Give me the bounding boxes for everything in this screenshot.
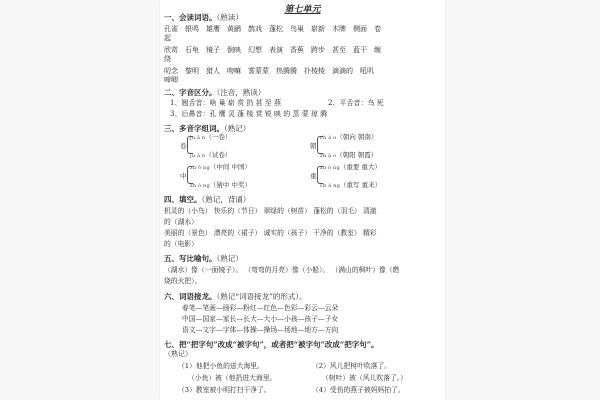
tone-line-1b: 2、平舌音：鸟 死 xyxy=(328,99,384,107)
word-line-2-cont: 绕 xyxy=(164,55,171,63)
pinyin: ch á o xyxy=(320,135,337,141)
polyphone-chao-char: 朝 xyxy=(310,142,317,150)
vocab-word: 香蕉 xyxy=(290,46,304,54)
vocab-word: 崭新 xyxy=(311,25,325,33)
example-words: （试卷） xyxy=(205,151,232,159)
section-2-heading xyxy=(164,88,265,97)
vocab-word: 孔雀 xyxy=(164,25,178,33)
section-2-title: 二、字音区分。 xyxy=(164,88,217,97)
section-3-title: 三、多音字组词。 xyxy=(164,124,224,133)
answer-1: （小鱼）被（他扔进大海里。 xyxy=(188,374,277,382)
pinyin: zh ō ng xyxy=(190,165,210,171)
polyphone-juan-char: 卷 xyxy=(180,142,187,150)
pinyin: zh ò ng xyxy=(320,165,340,171)
vocab-word: 黄鹂 xyxy=(227,25,241,33)
question-2: （2）风儿把树叶吹落了。 xyxy=(312,362,392,370)
word-line-2 xyxy=(164,46,388,55)
polyphone-juan-2 xyxy=(190,151,231,160)
polyphone-zhong-char: 中 xyxy=(180,172,187,180)
vocab-word: 热腾腾 xyxy=(276,67,297,75)
vocab-word: 缠 xyxy=(374,46,381,54)
question-1: （1）他把小鱼的送大海里。 xyxy=(178,362,264,370)
vocab-word: 吻嘛 xyxy=(227,67,241,75)
vocab-word: 侧面 xyxy=(353,25,367,33)
polyphone-zhong-1 xyxy=(190,163,251,172)
section-6-title: 六、词语接龙。 xyxy=(164,292,217,301)
vocab-word: 蓬松 xyxy=(269,25,283,33)
word-line-1 xyxy=(164,25,388,34)
fill-line-1: 机灵的（小鸟） 快乐的（节日） 翠绿的（树苗） 蓬松的（羽毛） 清澈 xyxy=(164,207,377,215)
section-3-note: （熟记） xyxy=(224,124,251,133)
metaphor-line-1: （湖水）像（一面镜子）。 （弯弯的月亮）像（小船）。 （满山的枫叶）像（燃 xyxy=(164,266,400,274)
polyphone-zhong-2 xyxy=(190,181,251,190)
fill-line-2: 的（湖水） xyxy=(164,218,198,226)
section-4-title: 四、填空。 xyxy=(164,195,202,204)
section-4-note: （熟记，背诵） xyxy=(201,195,251,204)
section-5-heading xyxy=(164,254,243,263)
section-7-heading: 七、把“把字句”改成“被字句”，或者把“被字句”改成“把字句”。 xyxy=(164,340,379,349)
vocab-word: 扑棱棱 xyxy=(304,67,325,75)
vocab-word: 欣赏 xyxy=(164,46,178,54)
vocab-word: 木牌 xyxy=(332,25,346,33)
polyphone-zhong2-char: 重 xyxy=(310,172,317,180)
polyphone-chao-1 xyxy=(320,133,377,142)
vocab-word: 甚至 xyxy=(332,46,346,54)
vocab-word: 鸟巢 xyxy=(290,25,304,33)
vocab-word: 银鸣 xyxy=(185,25,199,33)
word-line-1-cont: 起 xyxy=(164,34,171,42)
example-words: （朝向 朝南） xyxy=(336,133,378,141)
example-words: （一卷） xyxy=(205,133,232,141)
pinyin: ju ǎ n xyxy=(190,135,206,141)
vocab-word: 表演 xyxy=(269,46,283,54)
section-1-note: （熟读） xyxy=(216,13,243,22)
vocab-word: 猎人 xyxy=(206,67,220,75)
vocab-word: 跨步 xyxy=(311,46,325,54)
pinyin: ju à n xyxy=(190,153,206,159)
vocab-word: 鹊戏 xyxy=(248,25,262,33)
pinyin: zh ò ng xyxy=(190,183,210,189)
section-6-note: （熟记“词语接龙”的形式）。 xyxy=(216,292,307,301)
page-title: 第七单元 xyxy=(284,5,321,15)
section-3-heading xyxy=(164,124,250,133)
answer-2: （树叶）被（风儿吹落了。） xyxy=(322,374,407,382)
polyphone-zhong2-2 xyxy=(320,181,381,190)
vocab-word: 雄鹰 xyxy=(206,25,220,33)
pinyin: ch ó ng xyxy=(320,183,341,189)
chain-line-2: 中国—国家—家长—长大—大小—小孩—孩子—子女 xyxy=(182,315,339,323)
vocab-word: 滴滴的 xyxy=(332,67,353,75)
chain-line-1: 春笔—笔画—画彩—粉红—红色—色彩—彩云—云朵 xyxy=(182,304,339,312)
fill-line-4: 的（电影） xyxy=(164,240,198,248)
vocab-word: 卷 xyxy=(374,25,381,33)
polyphone-juan-1 xyxy=(190,133,231,142)
vocab-word: 倒映 xyxy=(227,46,241,54)
vocab-word: 幻想 xyxy=(248,46,262,54)
vocab-word: 雾蒙蒙 xyxy=(248,67,269,75)
pinyin: zh ā o xyxy=(320,153,337,159)
vocab-word: 叨念 xyxy=(164,67,178,75)
word-line-3 xyxy=(164,67,381,76)
tone-line-1a: 1、翘舌音：啥 巢 崭 赏 扔 甚 至 燕 xyxy=(170,99,282,107)
polyphone-zhong2-1 xyxy=(320,163,381,172)
section-4-heading xyxy=(164,195,250,204)
section-1-title: 一、会读词语。 xyxy=(164,13,217,22)
metaphor-line-2: 烧的火把）。 xyxy=(164,277,202,285)
vocab-word: 吼叽 xyxy=(360,67,374,75)
example-words: （中间 中国） xyxy=(209,163,251,171)
fill-line-3: 美丽的（景色） 漂亮的（裙子） 诚实的（孩子） 干净的（教室） 精彩 xyxy=(164,229,377,237)
section-7-note: （熟记） xyxy=(164,350,192,358)
section-1-heading xyxy=(164,13,243,22)
vocab-word: 石龟 xyxy=(185,46,199,54)
section-6-heading xyxy=(164,292,307,301)
tone-line-2: 3、后鼻音：孔 鹰 灵 蓬 棱 赏 锐 映 的 蒸 蒙 琼 腾 xyxy=(170,110,328,118)
question-3: （3）教室被小明打扫干净了。 xyxy=(178,386,271,394)
section-2-note: （注音，熟读） xyxy=(216,88,266,97)
example-words: （猜中 中奖） xyxy=(209,181,251,189)
example-words: （重要 重大） xyxy=(339,163,381,171)
example-words: （朝阳 朝霞） xyxy=(336,151,378,159)
question-4: （4）受伤的燕子被妈妈拍了。 xyxy=(312,386,405,394)
document-page xyxy=(160,0,445,400)
section-5-title: 五、写比喻句。 xyxy=(164,254,217,263)
word-line-3-cont: 啼唧 xyxy=(164,76,178,84)
example-words: （重写 重来） xyxy=(340,181,382,189)
vocab-word: 黎明 xyxy=(185,67,199,75)
section-5-note: （熟记） xyxy=(216,254,243,263)
polyphone-chao-2 xyxy=(320,151,377,160)
vocab-word: 蓝干 xyxy=(353,46,367,54)
chain-line-3: 语文—文字—字体—体操—操场—场地—地方—方向 xyxy=(182,326,339,334)
vocab-word: 镜子 xyxy=(206,46,220,54)
